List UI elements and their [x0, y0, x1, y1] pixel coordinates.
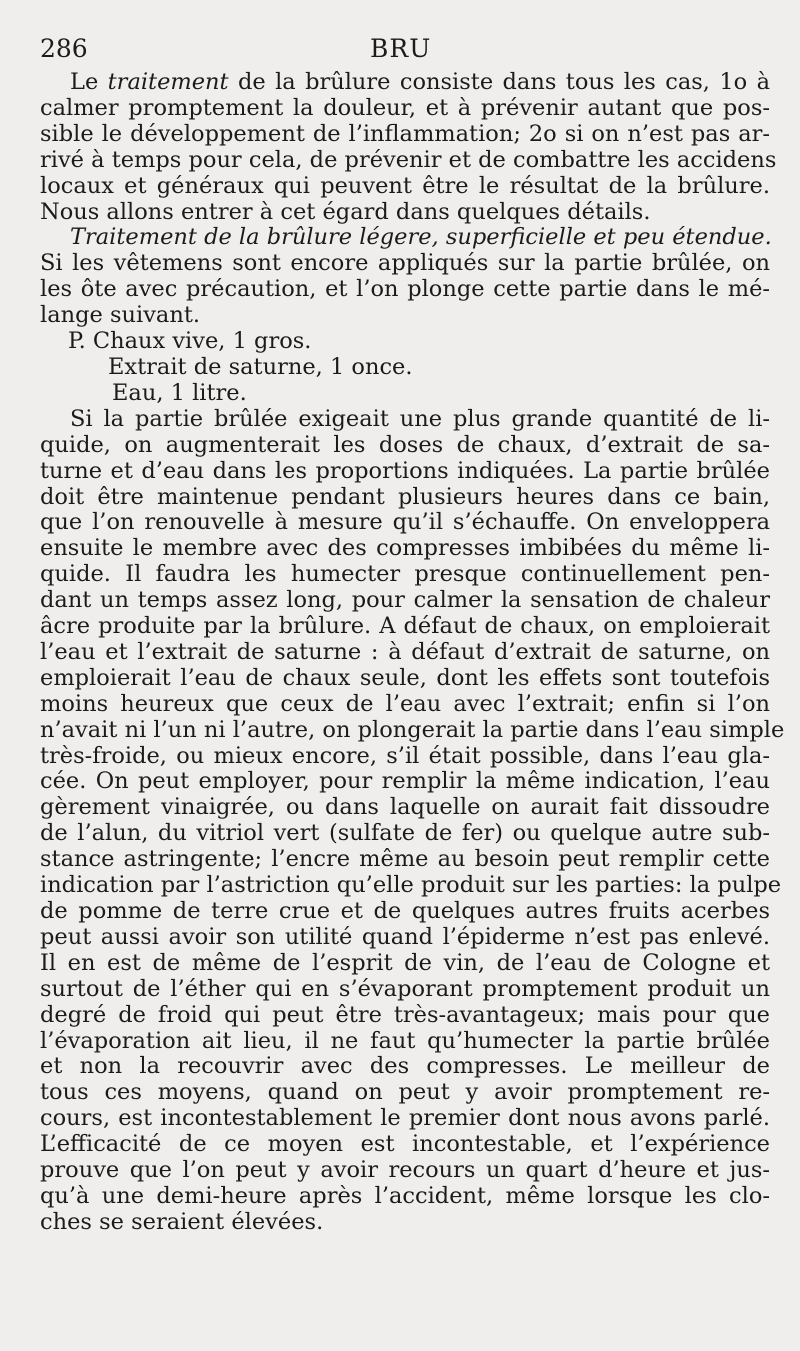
text-line: rivé à temps pour cela, de prévenir et de combattre les accidens	[40, 146, 777, 173]
text-line: emploierait l’eau de chaux seule, dont les effets sont toutefois	[40, 664, 770, 691]
text-line: surtout de l’éther qui en s’évaporant promptement produit un	[40, 975, 770, 1002]
text-line: et non la recouvrir avec des compresses. Le meilleur de	[40, 1053, 770, 1080]
text-line: Le traitement de la brûlure consiste dans tous les cas, 1o à	[70, 69, 770, 95]
text-line: quide. Il faudra les humecter presque continuellement pen-	[40, 561, 770, 588]
text-line: n’avait ni l’un ni l’autre, on plongerait la partie dans l’eau simple	[40, 716, 785, 743]
text-line: l’évaporation ait lieu, il ne faut qu’humecter la partie brûlée	[40, 1027, 770, 1054]
text-line: ensuite le membre avec des compresses imbibées du même li-	[40, 535, 770, 562]
text-line: prouve que l’on peut y avoir recours un quart d’heure et jus-	[40, 1157, 770, 1184]
text-line: lange suivant.	[40, 302, 201, 329]
text-line: indication par l’astriction qu’elle produit sur les parties: la pulpe	[40, 872, 782, 899]
text-line: turne et d’eau dans les proportions indiquées. La partie brûlée	[40, 457, 770, 484]
running-head: BRU	[370, 34, 432, 63]
page-header	[40, 34, 770, 70]
text-line: tous ces moyens, quand on peut y avoir promptement re-	[40, 1079, 770, 1106]
text-line: cée. On peut employer, pour remplir la même indication, l’eau	[40, 768, 770, 795]
text-line: l’eau et l’extrait de saturne : à défaut d’extrait de saturne, on	[40, 638, 770, 665]
page-number: 286	[40, 34, 88, 63]
text-line: degré de froid qui peut être très-avantageux; mais pour que	[40, 1001, 770, 1028]
text-line: moins heureux que ceux de l’eau avec l’extrait; enfin si l’on	[40, 690, 770, 717]
recipe-line: P. Chaux vive, 1 gros.	[68, 328, 312, 355]
text-line: que l’on renouvelle à mesure qu’il s’échauffe. On enveloppera	[40, 509, 770, 536]
text-line: âcre produite par la brûlure. A défaut de chaux, on emploierait	[40, 613, 770, 640]
recipe-line: Extrait de saturne, 1 once.	[108, 353, 413, 380]
text-line: les ôte avec précaution, et l’on plonge cette partie dans le mé-	[40, 276, 770, 303]
text-line: de l’alun, du vitriol vert (sulfate de fer) ou quelque autre sub-	[40, 820, 770, 847]
text-line: dant un temps assez long, pour calmer la sensation de chaleur	[40, 587, 770, 614]
text-line: stance astringente; l’encre même au besoin peut remplir cette	[40, 846, 770, 873]
text-line: Il en est de même de l’esprit de vin, de l’eau de Cologne et	[40, 949, 770, 976]
text-line: ches se seraient élevées.	[40, 1208, 324, 1235]
text-line: Si la partie brûlée exigeait une plus grande quantité de li-	[70, 405, 770, 432]
text-line: sible le développement de l’inflammation; 2o si on n’est pas ar-	[40, 120, 770, 147]
text-line: gèrement vinaigrée, ou dans laquelle on aurait fait dissoudre	[40, 794, 770, 821]
text-line: Nous allons entrer à cet égard dans quelques détails.	[40, 198, 651, 225]
text-line: Si les vêtemens sont encore appliqués sur la partie brûlée, on	[40, 250, 770, 277]
section-heading: Traitement de la brûlure légere, superficielle et peu étendue.	[70, 224, 772, 251]
text-line: cours, est incontestablement le premier dont nous avons parlé.	[40, 1105, 770, 1132]
text-line: de pomme de terre crue et de quelques autres fruits acerbes	[40, 898, 770, 924]
text-line: qu’à une demi-heure après l’accident, même lorsque les clo-	[40, 1182, 770, 1209]
text-line: locaux et généraux qui peuvent être le résultat de la brûlure.	[40, 172, 770, 199]
text-line: peut aussi avoir son utilité quand l’épiderme n’est pas enlevé.	[40, 923, 770, 950]
text-line: L’efficacité de ce moyen est incontestable, et l’expérience	[40, 1131, 770, 1158]
text-line: quide, on augmenterait les doses de chaux, d’extrait de sa-	[40, 431, 770, 458]
text-line: très-froide, ou mieux encore, s’il était possible, dans l’eau gla-	[40, 742, 770, 769]
text-line: calmer promptement la douleur, et à prévenir autant que pos-	[40, 94, 770, 121]
body-text	[40, 69, 785, 1236]
text-line: doit être maintenue pendant plusieurs heures dans ce bain,	[40, 483, 770, 510]
recipe-line: Eau, 1 litre.	[112, 379, 247, 406]
